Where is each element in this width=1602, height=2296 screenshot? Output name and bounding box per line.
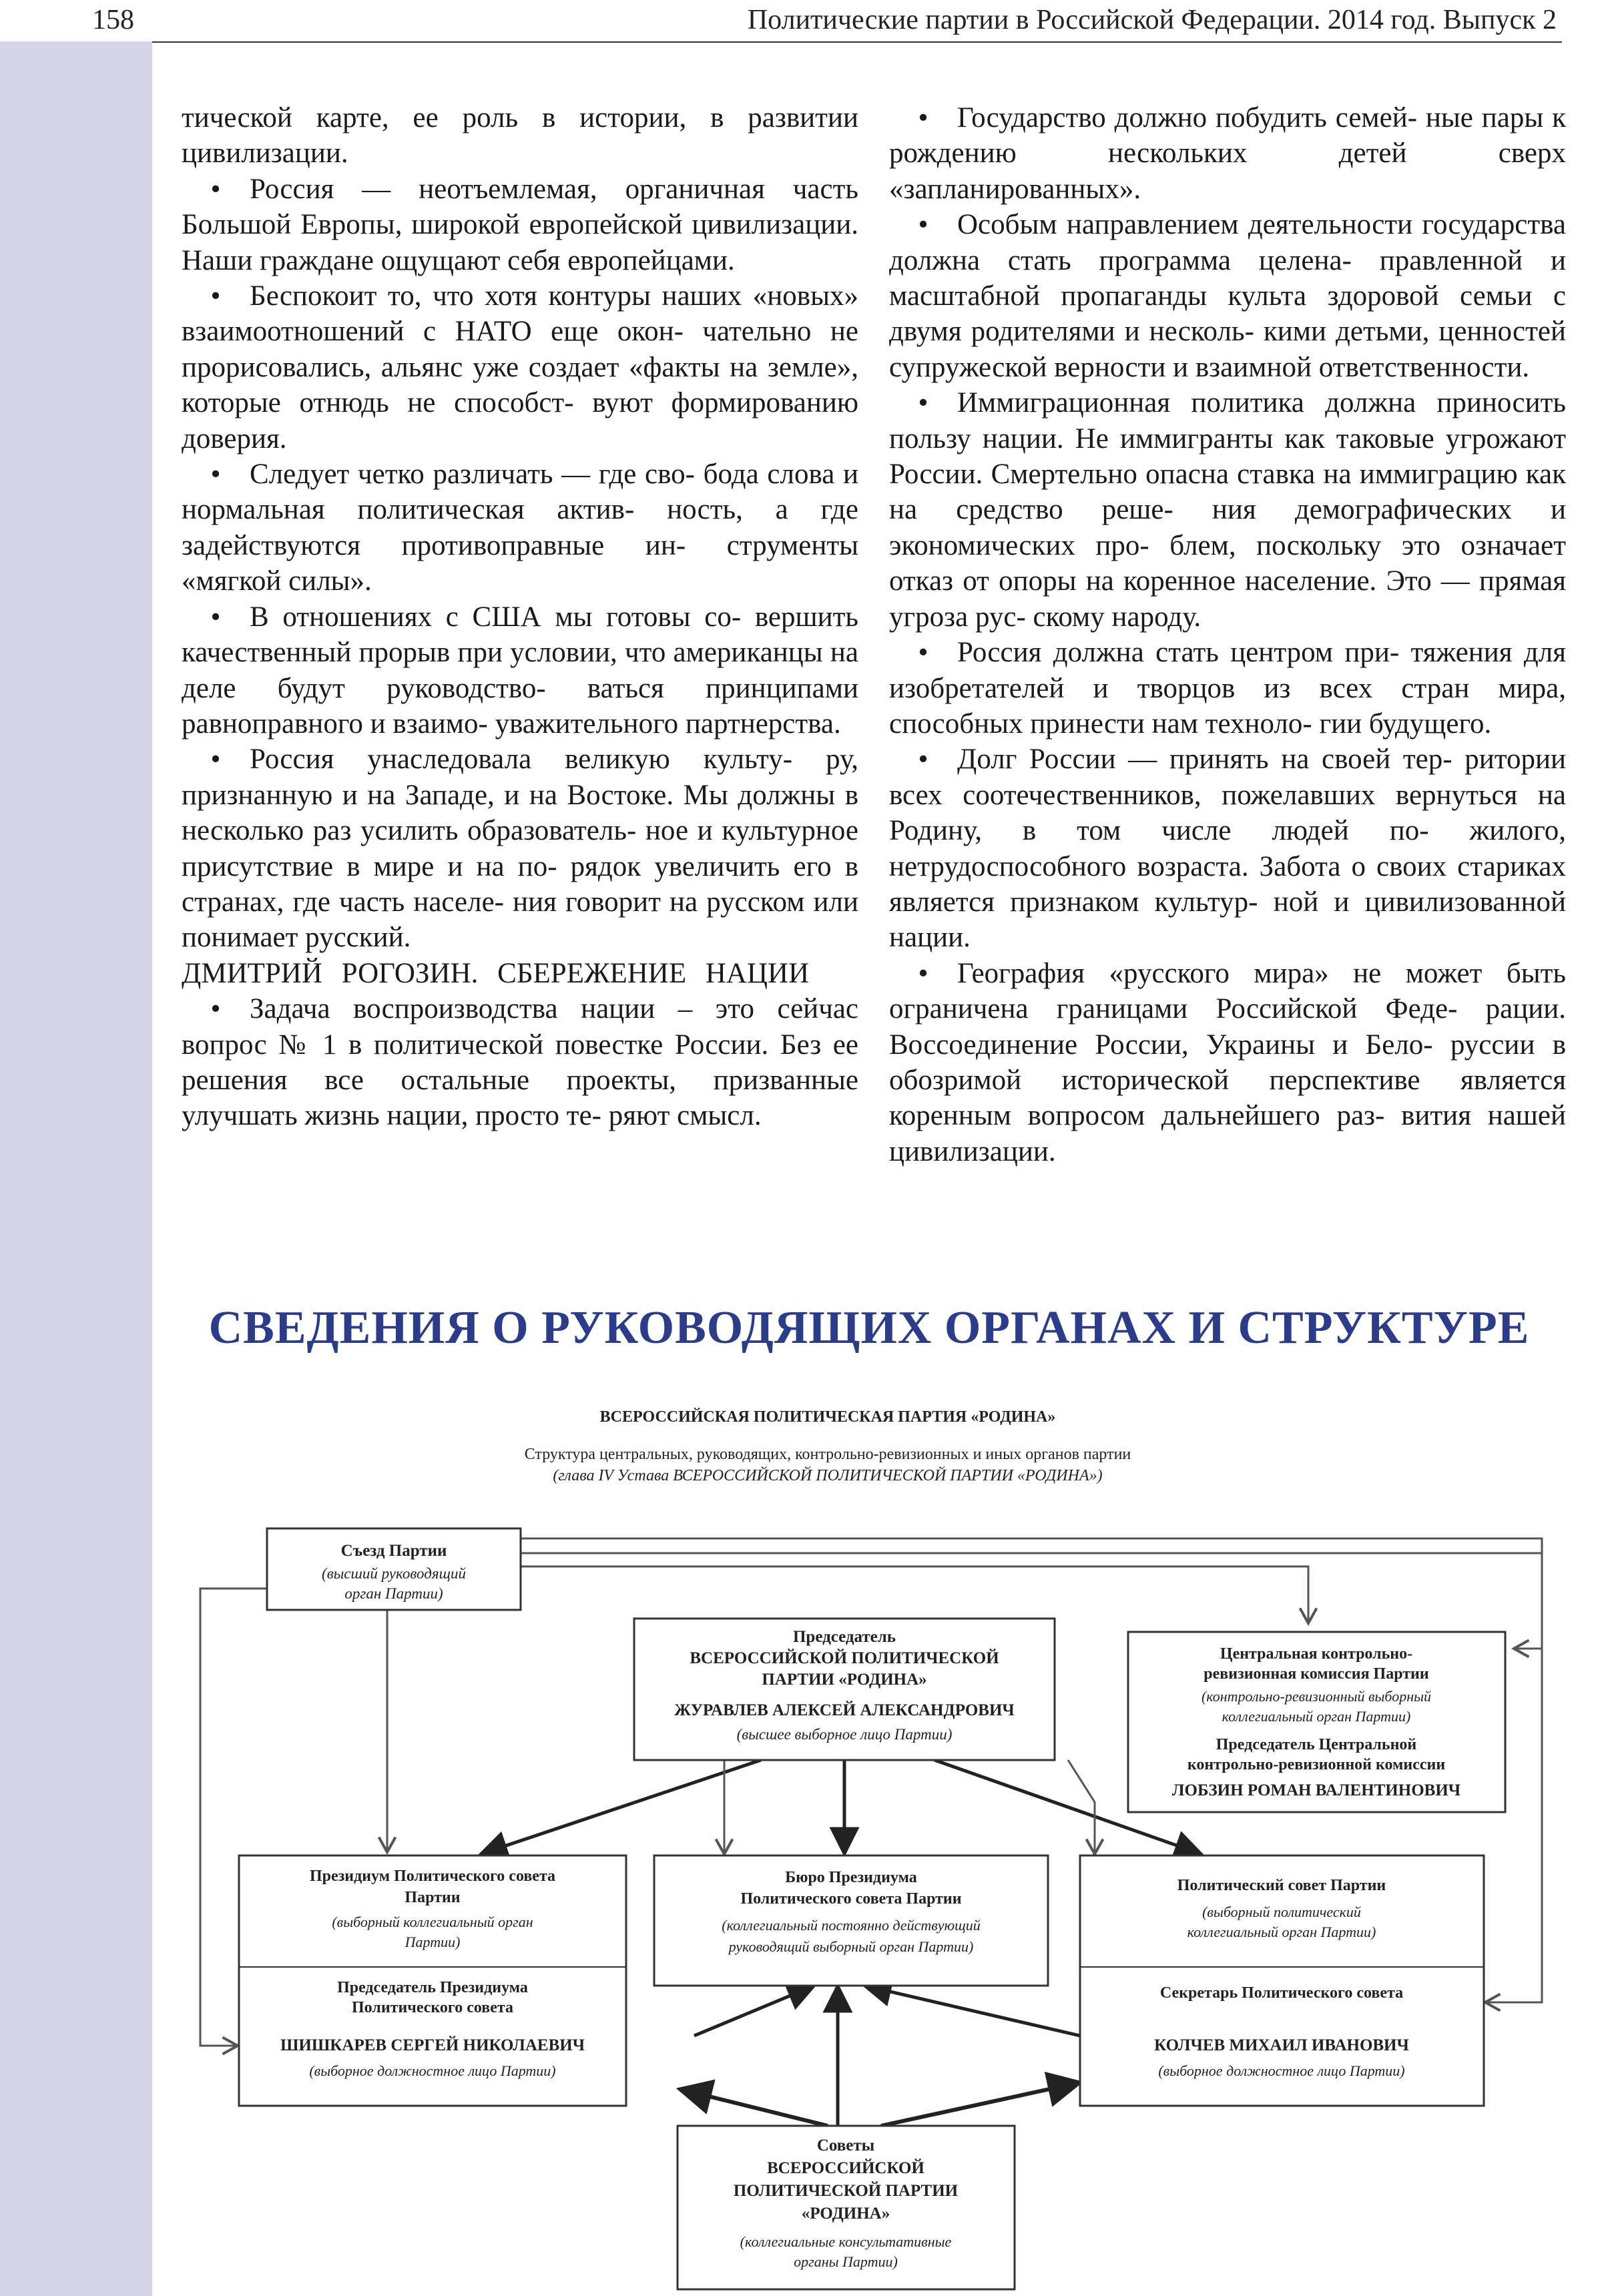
bureau-name-2: Политического совета Партии [740, 1890, 962, 1908]
text-line: вуют формированию доверия. [182, 387, 858, 455]
audit-desc-2: коллегиальный орган Партии) [1222, 1708, 1411, 1725]
congress-box [267, 1528, 521, 1610]
text-line: скому народу. [1033, 601, 1202, 633]
text-line: «новых» взаимоотношений с НАТО еще окон- [182, 280, 858, 348]
text-line: ния демографических и экономических про- [889, 494, 1567, 561]
chairman-title-1: Председатель [792, 1628, 896, 1646]
text-line: География «русского мира» не может [957, 957, 1483, 989]
text-line: Россия унаследовала великую культу- [250, 744, 793, 776]
text-line: должны в несколько раз усилить образователь- [182, 779, 859, 847]
councils-desc-1: (коллегиальные консультативные [740, 2233, 952, 2250]
chart-title: ВСЕРОССИЙСКАЯ ПОЛИТИЧЕСКАЯ ПАРТИЯ «РОДИНА» [599, 1408, 1056, 1426]
text-line: России. Без ее решения все остальные проекты, [182, 1029, 858, 1096]
councils-name-3: ПОЛИТИЧЕСКОЙ ПАРТИИ [733, 2182, 959, 2200]
running-title: Политические партии в Российской Федерации. 2014 год. Выпуск 2 [747, 5, 1557, 35]
text-line: чательно не прорисовались, альянс уже создает [182, 316, 858, 383]
text-line: блем, поскольку это означает отказ от опоры на [889, 529, 1567, 597]
text-line: Беспокоит то, что хотя контуры наших [250, 280, 742, 312]
audit-chair-title-2: контрольно-ревизионной комиссии [1187, 1756, 1446, 1773]
text-line: быть ограничена границами Российской Феде- [889, 957, 1566, 1025]
text-line: своих стариках является признаком культур- [889, 850, 1566, 918]
councils-name-4: «РОДИНА» [801, 2205, 890, 2223]
text-line: коренное население. Это — прямая угроза рус- [889, 565, 1566, 633]
text-line: приносить пользу нации. Не иммигранты как [889, 387, 1566, 455]
text-line: кими детьми, ценностей супружеской верности [889, 316, 1566, 383]
audit-chair-title-1: Председатель Центральной [1216, 1736, 1417, 1753]
bureau-name-1: Бюро Президиума [785, 1869, 917, 1886]
text-line: гии будущего. [1319, 707, 1492, 740]
text-line: ния говорит на русском или понимает русский. [182, 886, 858, 954]
bureau-box [654, 1855, 1048, 1986]
audit-name-1: Центральная контрольно- [1220, 1645, 1413, 1663]
presidium-chair-title-2: Политического совета [352, 1999, 513, 2016]
text-line: ставка на иммиграцию как на средство реше- [889, 459, 1567, 526]
chairman-title-3: ПАРТИИ «РОДИНА» [762, 1671, 927, 1689]
text-line: что американцы на деле будут руководство- [182, 637, 858, 704]
text-line: НАЦИИ [705, 957, 810, 989]
text-line: является коренным вопросом дальнейшего раз- [889, 1064, 1566, 1132]
text-line: руссии в обозримой исторической перспективе [889, 1029, 1567, 1096]
councils-name-2: ВСЕРОССИЙСКОЙ [767, 2159, 924, 2177]
polcouncil-desc-1: (выборный политический [1202, 1904, 1361, 1920]
text-line: уважительного партнерства. [495, 707, 841, 740]
chart-subtitle: Структура центральных, руководящих, контрольно-ревизионных и иных органов партии [524, 1446, 1131, 1463]
page-number: 158 [92, 5, 134, 35]
councils-name-1: Советы [816, 2136, 875, 2155]
councils-box [678, 2126, 1015, 2289]
connector-presidium-bureau [694, 1986, 814, 2036]
presidium-chair-title-1: Председатель Президиума [337, 1979, 528, 1996]
text-line: рядок увеличить его в странах, где часть населе- [182, 850, 859, 918]
text-line: Следует четко различать — где сво- [250, 459, 695, 491]
presidium-person-desc: (выборное должностное лицо Партии) [309, 2062, 556, 2079]
text-line: жилого, нетрудоспособного возраста. Забота о [889, 815, 1567, 882]
audit-commission-box [1128, 1632, 1505, 1812]
audit-desc-1: (контрольно-ревизионный выборный [1201, 1688, 1432, 1705]
chart-subtitle-note: (глава IV Устава ВСЕРОССИЙСКОЙ ПОЛИТИЧЕСКОЙ ПАРТИИ «РОДИНА») [553, 1467, 1103, 1484]
text-line: тической карте, ее роль в истории, в развитии [182, 102, 858, 133]
text-line: Россия — неотъемлемая, органичная [250, 173, 765, 205]
text-line: цивилизации. Наши граждане ощущают себя [182, 209, 859, 276]
polcouncil-desc-2: коллегиальный орган Партии) [1187, 1924, 1376, 1940]
chairman-box [634, 1619, 1055, 1760]
text-line: ные пары к рождению нескольких детей сверх [889, 102, 1566, 170]
text-line: призванные улучшать жизнь нации, просто те- [182, 1064, 859, 1132]
chairman-title-2: ВСЕРОССИЙСКОЙ ПОЛИТИЧЕСКОЙ [690, 1649, 999, 1667]
presidium-name-2: Партии [405, 1889, 461, 1906]
connector-polcouncil-councils [881, 2082, 1080, 2126]
text-line: рации. Воссоединение России, Украины и Бело- [889, 993, 1566, 1061]
polcouncil-secretary-title: Секретарь Политического совета [1159, 1984, 1404, 2002]
text-line: вития нашей цивилизации. [889, 1100, 1567, 1167]
text-line: бода слова и нормальная политическая актив- [182, 459, 859, 526]
text-line: вернуться на Родину, в том числе людей по- [889, 779, 1566, 847]
text-line: ное и культурное присутствие в мире и на по- [182, 815, 858, 882]
text-line: правленной и масштабной пропаганды культа [889, 244, 1566, 312]
text-line: европейцами. [567, 244, 735, 276]
presidium-desc-2: Партии) [405, 1934, 461, 1950]
text-line: стран мира, способных принести нам техноло- [889, 672, 1566, 740]
text-line: государства должна стать программа целена- [889, 209, 1566, 276]
text-line: Россия должна стать центром при- [957, 637, 1400, 669]
text-line: Долг России — принять на своей тер- [957, 744, 1452, 776]
connector-presidium-councils [680, 2089, 828, 2126]
bureau-desc-2: руководящий выборный орган Партии) [728, 1938, 974, 1955]
text-line: часть Большой Европы, широкой европейской [182, 173, 858, 241]
text-line: и взаимной ответственности. [1173, 351, 1530, 383]
text-line: вершить качественный прорыв при условии, [182, 601, 858, 669]
councils-desc-2: органы Партии) [794, 2253, 898, 2270]
text-line: «запланированных». [889, 173, 1141, 205]
connector-polcouncil-bureau [864, 1986, 1080, 2036]
chart-header [525, 1408, 1131, 1484]
connector-chairman-presidium [481, 1760, 761, 1854]
text-line: В отношениях с США мы готовы со- [250, 601, 742, 633]
presidium-name-1: Президиум Политического совета [309, 1868, 556, 1885]
audit-person: ЛОБЗИН РОМАН ВАЛЕНТИНОВИЧ [1171, 1781, 1461, 1799]
text-line: Особым направлением деятельности [957, 209, 1413, 241]
text-line: ру, признанную и на Западе, и на Востоке. Мы [182, 744, 858, 811]
congress-name: Съезд Партии [340, 1542, 447, 1560]
polcouncil-person: КОЛЧЕВ МИХАИЛ ИВАНОВИЧ [1154, 2036, 1409, 2054]
text-line: ритории всех соотечественников, пожелавших [889, 744, 1566, 811]
text-line: ной и цивилизованной нации. [889, 886, 1567, 954]
congress-desc-2: орган Партии) [344, 1585, 443, 1602]
presidium-desc-1: (выборный коллегиальный орган [332, 1914, 533, 1930]
text-line: Иммиграционная политика должна [957, 387, 1416, 419]
text-line: ряют смысл. [608, 1100, 762, 1132]
presidium-box [239, 1855, 626, 2106]
text-line: струменты «мягкой силы». [182, 529, 859, 597]
text-line: «факты на земле», которые отнюдь не способст- [182, 351, 858, 419]
text-line: Задача воспроизводства нации – это [250, 993, 754, 1025]
text-line: ваться принципами равноправного и взаимо- [182, 672, 858, 740]
chairman-desc: (высшее выборное лицо Партии) [736, 1726, 953, 1743]
text-line: тяжения для изобретателей и творцов из всех [889, 637, 1567, 704]
text-line: таковые угрожают России. Смертельно опасна [889, 422, 1566, 491]
connector-congress-chairman [454, 1566, 1308, 1623]
chairman-person: ЖУРАВЛЕВ АЛЕКСЕЙ АЛЕКСАНДРОВИЧ [674, 1701, 1015, 1719]
political-council-box [1080, 1855, 1484, 2106]
audit-name-2: ревизионная комиссия Партии [1204, 1665, 1429, 1683]
polcouncil-name: Политический совет Партии [1177, 1877, 1386, 1894]
congress-desc-1: (высший руководящий [322, 1565, 466, 1582]
presidium-person: ШИШКАРЕВ СЕРГЕЙ НИКОЛАЕВИЧ [280, 2036, 585, 2054]
text-line: сейчас вопрос № 1 в политической повестке [182, 993, 858, 1061]
bureau-desc-1: (коллегиальный постоянно действующий [722, 1917, 981, 1934]
text-line: здоровой семьи с двумя родителями и несколь- [889, 280, 1566, 348]
text-line: цивилизации. [182, 137, 348, 170]
text-line: ность, а где задействуются противоправные ин- [182, 494, 858, 561]
section-title: СВЕДЕНИЯ О РУКОВОДЯЩИХ ОРГАНАХ И СТРУКТУРЕ [208, 1302, 1530, 1354]
text-line: Государство должно побудить семей- [957, 102, 1418, 133]
text-line: ДМИТРИЙ РОГОЗИН. СБЕРЕЖЕНИЕ [182, 957, 687, 989]
polcouncil-person-desc: (выборное должностное лицо Партии) [1158, 2062, 1405, 2079]
